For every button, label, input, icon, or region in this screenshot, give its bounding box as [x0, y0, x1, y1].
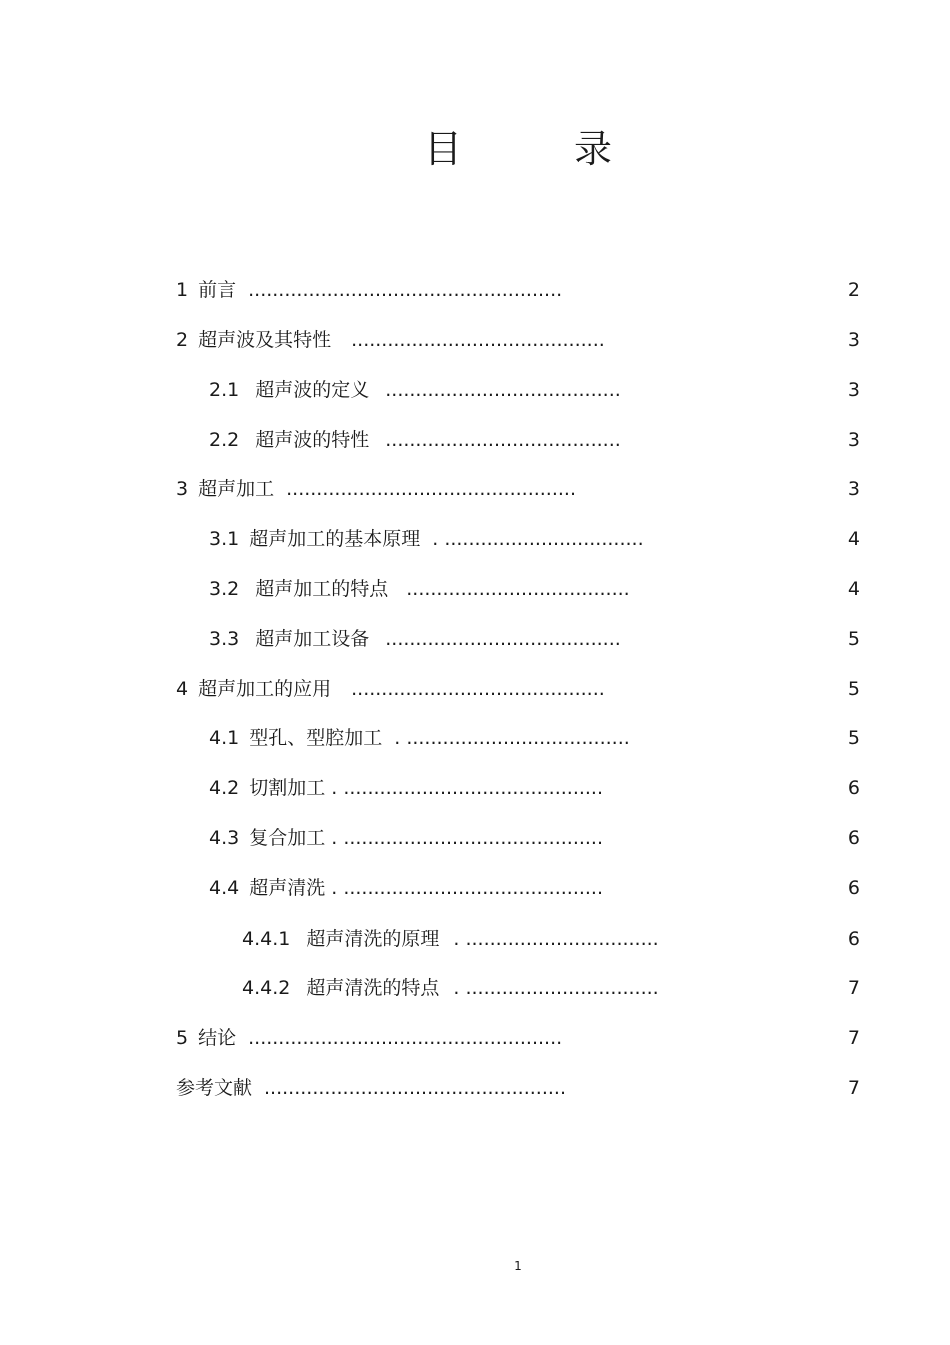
toc-entry-number: 1 — [176, 279, 189, 301]
toc-entry-number: 5 — [176, 1027, 189, 1049]
page-footer-number: 1 — [514, 1259, 522, 1273]
toc-entry-number: 3.2 — [209, 578, 240, 600]
toc-entry-title: 超声波的定义 — [255, 379, 370, 401]
toc-page-number: 7 — [847, 1027, 860, 1049]
toc-entry-title: 型孔、型腔加工 — [249, 727, 383, 749]
toc-entry-leader: . ................................ — [453, 928, 659, 950]
toc-page-number: 3 — [847, 429, 860, 451]
toc-page-number: 6 — [847, 877, 860, 899]
toc-entry-number: 2.1 — [209, 379, 240, 401]
toc-entry-leader: . ................................ — [453, 977, 659, 999]
toc-entry-title: 超声加工的特点 — [255, 578, 389, 600]
toc-entry-4-2[interactable] — [209, 774, 603, 802]
toc-entry-3-1[interactable] — [209, 525, 644, 553]
toc-entry-title: 超声加工的基本原理 — [249, 528, 421, 550]
toc-entry-number: 4.1 — [209, 727, 240, 749]
toc-entry-leader: ....................................... — [385, 429, 621, 451]
toc-entry-references[interactable] — [176, 1074, 566, 1102]
toc-entry-leader: .................................................. — [264, 1077, 566, 1099]
toc-entry-title: 超声波的特性 — [255, 429, 370, 451]
toc-page-number: 6 — [847, 928, 860, 950]
toc-page-number: 4 — [847, 528, 860, 550]
toc-entry-5[interactable] — [176, 1024, 562, 1052]
toc-entry-title: 前言 — [198, 279, 237, 301]
toc-entry-title: 超声清洗的特点 — [306, 977, 440, 999]
toc-entry-leader: ................................................ — [286, 478, 577, 500]
toc-page-number: 2 — [847, 279, 860, 301]
toc-entry-title: 切割加工 — [249, 777, 326, 799]
toc-entry-2-2[interactable] — [209, 426, 621, 454]
toc-entry-leader: .......................................... — [351, 329, 605, 351]
toc-entry-number: 4.2 — [209, 777, 240, 799]
toc-entry-number: 4.4.1 — [242, 928, 291, 950]
toc-entry-4-4-1[interactable] — [242, 925, 659, 953]
toc-entry-4-1[interactable] — [209, 724, 630, 752]
toc-entry-3[interactable] — [176, 475, 576, 503]
title-char-1: 目 — [423, 127, 462, 171]
toc-entry-title: 超声加工 — [198, 478, 275, 500]
title-char-2: 录 — [574, 127, 613, 171]
toc-page-number: 5 — [847, 628, 860, 650]
toc-entry-4[interactable] — [176, 675, 605, 703]
toc-page-number: 5 — [847, 678, 860, 700]
toc-entry-title: 结论 — [198, 1027, 237, 1049]
toc-page-number: 4 — [847, 578, 860, 600]
toc-entry-2-1[interactable] — [209, 376, 621, 404]
toc-entry-title: 超声波及其特性 — [198, 329, 332, 351]
toc-entry-leader: ....................................... — [385, 628, 621, 650]
toc-page-number: 5 — [847, 727, 860, 749]
toc-entry-leader: ....................................... — [385, 379, 621, 401]
toc-page-number: 3 — [847, 379, 860, 401]
toc-entry-title: 超声清洗的原理 — [306, 928, 440, 950]
toc-entry-title: 超声加工的应用 — [198, 678, 332, 700]
toc-entry-leader: . ................................. — [432, 528, 644, 550]
toc-page-number: 6 — [847, 827, 860, 849]
toc-entry-leader: .................................................... — [248, 1027, 563, 1049]
toc-entry-leader: .................................................... — [248, 279, 563, 301]
toc-entry-number: 4.4 — [209, 877, 240, 899]
toc-entry-title: 超声加工设备 — [255, 628, 370, 650]
toc-entry-number: 3.3 — [209, 628, 240, 650]
toc-entry-title: 参考文献 — [176, 1077, 253, 1099]
toc-entry-number: 3 — [176, 478, 189, 500]
toc-entry-4-4[interactable] — [209, 874, 603, 902]
toc-entry-4-3[interactable] — [209, 824, 603, 852]
toc-page-number: 7 — [847, 1077, 860, 1099]
toc-entry-number: 4.3 — [209, 827, 240, 849]
page-title — [0, 118, 950, 173]
toc-page-number: 6 — [847, 777, 860, 799]
toc-entry-3-2[interactable] — [209, 575, 630, 603]
toc-entry-leader: . ........................................... — [331, 877, 604, 899]
toc-entry-leader: . ........................................... — [331, 827, 604, 849]
toc-entry-leader: .......................................... — [351, 678, 605, 700]
toc-page-number: 3 — [847, 329, 860, 351]
toc-entry-leader: ..................................... — [406, 578, 630, 600]
toc-entry-3-3[interactable] — [209, 625, 621, 653]
toc-entry-leader: . ..................................... — [394, 727, 630, 749]
toc-entry-number: 2.2 — [209, 429, 240, 451]
toc-entry-title: 复合加工 — [249, 827, 326, 849]
toc-entry-number: 2 — [176, 329, 189, 351]
toc-entry-number: 4.4.2 — [242, 977, 291, 999]
toc-entry-4-4-2[interactable] — [242, 974, 659, 1002]
toc-entry-number: 4 — [176, 678, 189, 700]
toc-entry-leader: . ........................................... — [331, 777, 604, 799]
toc-entry-number: 3.1 — [209, 528, 240, 550]
toc-entry-1[interactable] — [176, 276, 562, 304]
toc-page-number: 3 — [847, 478, 860, 500]
toc-page-number: 7 — [847, 977, 860, 999]
toc-entry-title: 超声清洗 — [249, 877, 326, 899]
toc-entry-2[interactable] — [176, 326, 605, 354]
